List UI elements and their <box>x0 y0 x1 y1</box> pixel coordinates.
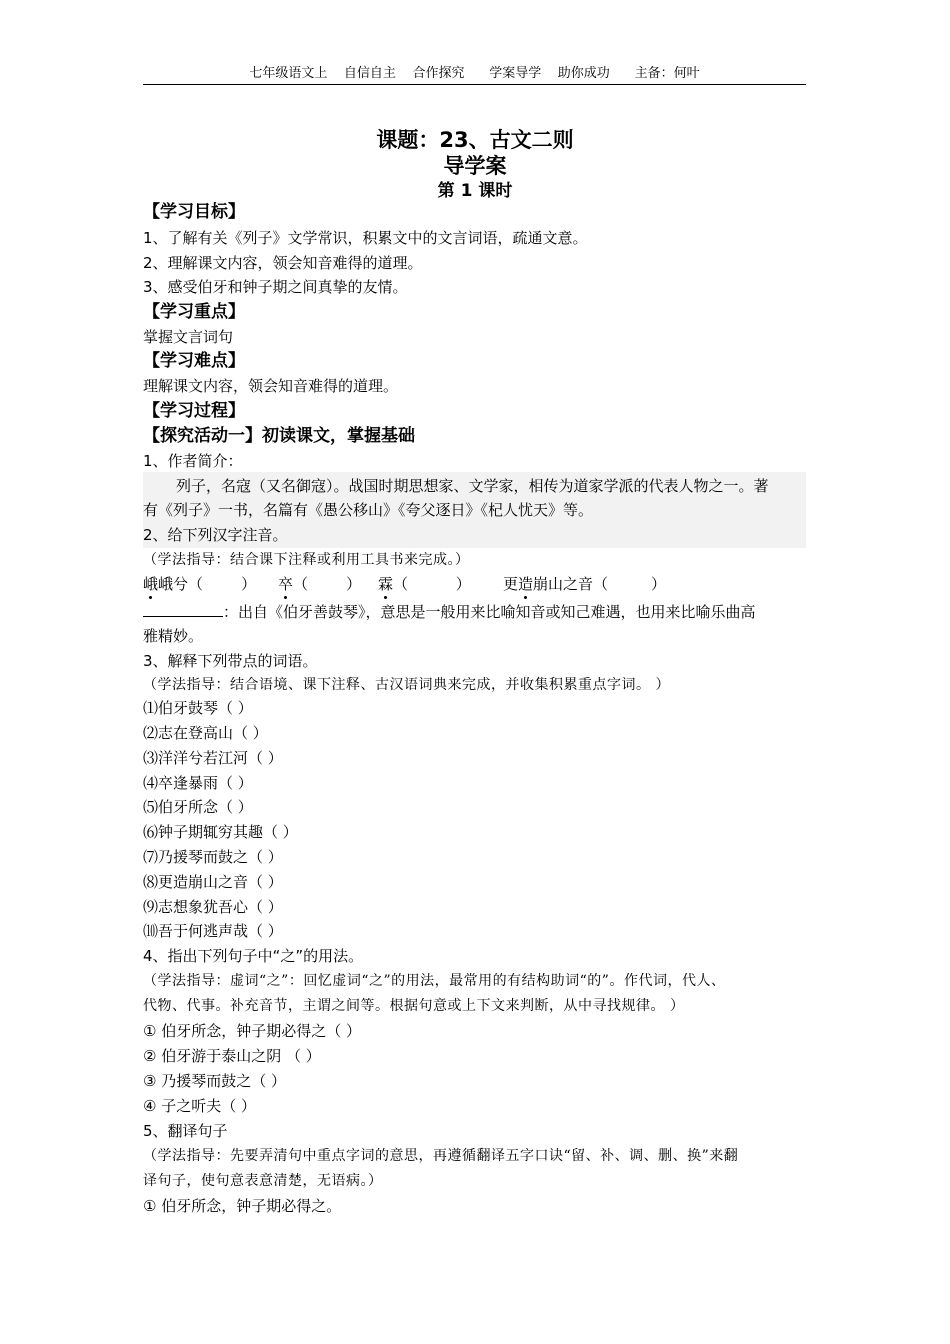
pinyin-rest: 更 <box>503 575 519 593</box>
explain-item: ⑽吾于何逃声哉（ ） <box>143 922 283 940</box>
process-heading: 【学习过程】 <box>143 401 245 421</box>
key-points-text: 掌握文言词句 <box>143 328 234 346</box>
objective-item: 3、感受伯牙和钟子期之间真挚的友情。 <box>143 278 408 296</box>
objective-item: 2、理解课文内容，领会知音难得的道理。 <box>143 254 423 272</box>
author-bio-line: 列子，名寇（又名御寇）。战国时期思想家、文学家，相传为道家学派的代表人物之一。著 <box>176 477 769 495</box>
explain-item: ⑼志想象犹吾心（ ） <box>143 898 283 916</box>
pinyin-char: 卒 <box>278 575 294 593</box>
explain-item: ⑻更造崩山之音（ ） <box>143 873 283 891</box>
q5-guide: （学法指导：先要弄清句中重点字词的意思，再遵循翻译五字口诀“留、补、调、删、换”来翻 <box>143 1148 739 1164</box>
pinyin-rest: （ ） <box>393 575 471 593</box>
q5-guide: 译句子，使句意表意清楚，无语病。） <box>143 1173 383 1189</box>
page-header: 七年级语文上 自信自主 合作探究 学案导学 助你成功 主备：何叶 <box>143 66 806 85</box>
usage-item: ① 伯牙所念，钟子期必得之（ ） <box>143 1022 361 1040</box>
author-bio-line: 有《列子》一书，名篇有《愚公移山》《夸父逐日》《杞人忧天》等。 <box>143 501 594 519</box>
pinyin-char: 造 <box>518 575 534 593</box>
pinyin-item-3 <box>378 574 471 594</box>
key-points-heading: 【学习重点】 <box>143 302 245 322</box>
explain-item: ⑵志在登高山（ ） <box>143 724 268 742</box>
lesson-subtitle: 导学案 <box>443 154 507 178</box>
difficulties-heading: 【学习难点】 <box>143 351 245 371</box>
usage-item: ③ 乃援琴而鼓之（ ） <box>143 1072 286 1090</box>
lesson-title: 课题：23、古文二则 <box>376 128 574 152</box>
pinyin-char: 峨 <box>143 575 159 593</box>
pinyin-item-4 <box>503 574 666 594</box>
idiom-line <box>143 601 756 622</box>
q4-title: 4、指出下列句子中“之”的用法。 <box>143 947 364 965</box>
idiom-line-2: 雅精妙。 <box>143 627 204 645</box>
q3-title: 3、解释下列带点的词语。 <box>143 652 318 670</box>
pinyin-rest: 峨兮（ ） <box>158 575 257 593</box>
pinyin-char: 霖 <box>378 575 394 593</box>
objectives-heading: 【学习目标】 <box>143 202 245 222</box>
objective-item: 1、了解有关《列子》文学常识，积累文中的文言词语，疏通文意。 <box>143 229 588 247</box>
explain-item: ⑹钟子期辄穷其趣（ ） <box>143 823 298 841</box>
q4-guide: 代物、代事。补充音节，主谓之间等。根据句意或上下文来判断，从中寻找规律。 ） <box>143 998 685 1014</box>
usage-item: ② 伯牙游于泰山之阴 （ ） <box>143 1047 321 1065</box>
pinyin-rest: 崩山之音（ ） <box>533 575 666 593</box>
explain-item: ⑷卒逢暴雨（ ） <box>143 774 253 792</box>
q1-title: 1、作者简介： <box>143 452 243 470</box>
pinyin-item-2 <box>278 574 361 594</box>
translate-item: ① 伯牙所念，钟子期必得之。 <box>143 1197 342 1215</box>
explain-item: ⑴伯牙鼓琴（ ） <box>143 699 253 717</box>
explain-item: ⑸伯牙所念（ ） <box>143 798 253 816</box>
activity1-heading: 【探究活动一】初读课文，掌握基础 <box>143 426 415 446</box>
q2-guide: （学法指导：结合课下注释或利用工具书来完成。） <box>143 552 470 568</box>
usage-item: ④ 子之听夫（ ） <box>143 1097 256 1115</box>
pinyin-item-1 <box>143 574 256 594</box>
explain-item: ⑺乃援琴而鼓之（ ） <box>143 848 283 866</box>
pinyin-rest: （ ） <box>293 575 362 593</box>
explain-item: ⑶洋洋兮若江河（ ） <box>143 749 283 767</box>
q4-guide: （学法指导：虚词“之”：回忆虚词“之”的用法，最常用的有结构助词“的”。作代词，代人、 <box>143 973 726 989</box>
idiom-desc: ：出自《伯牙善鼓琴》，意思是一般用来比喻知音或知己难遇，也用来比喻乐曲高 <box>223 603 756 621</box>
idiom-blank[interactable] <box>143 601 223 617</box>
q5-title: 5、翻译句子 <box>143 1122 228 1140</box>
q3-guide: （学法指导：结合语境、课下注释、古汉语词典来完成，并收集积累重点字词。 ） <box>143 677 670 693</box>
lesson-period: 第 1 课时 <box>437 181 513 201</box>
difficulties-text: 理解课文内容，领会知音难得的道理。 <box>143 377 399 395</box>
q2-title: 2、给下列汉字注音。 <box>143 526 288 544</box>
